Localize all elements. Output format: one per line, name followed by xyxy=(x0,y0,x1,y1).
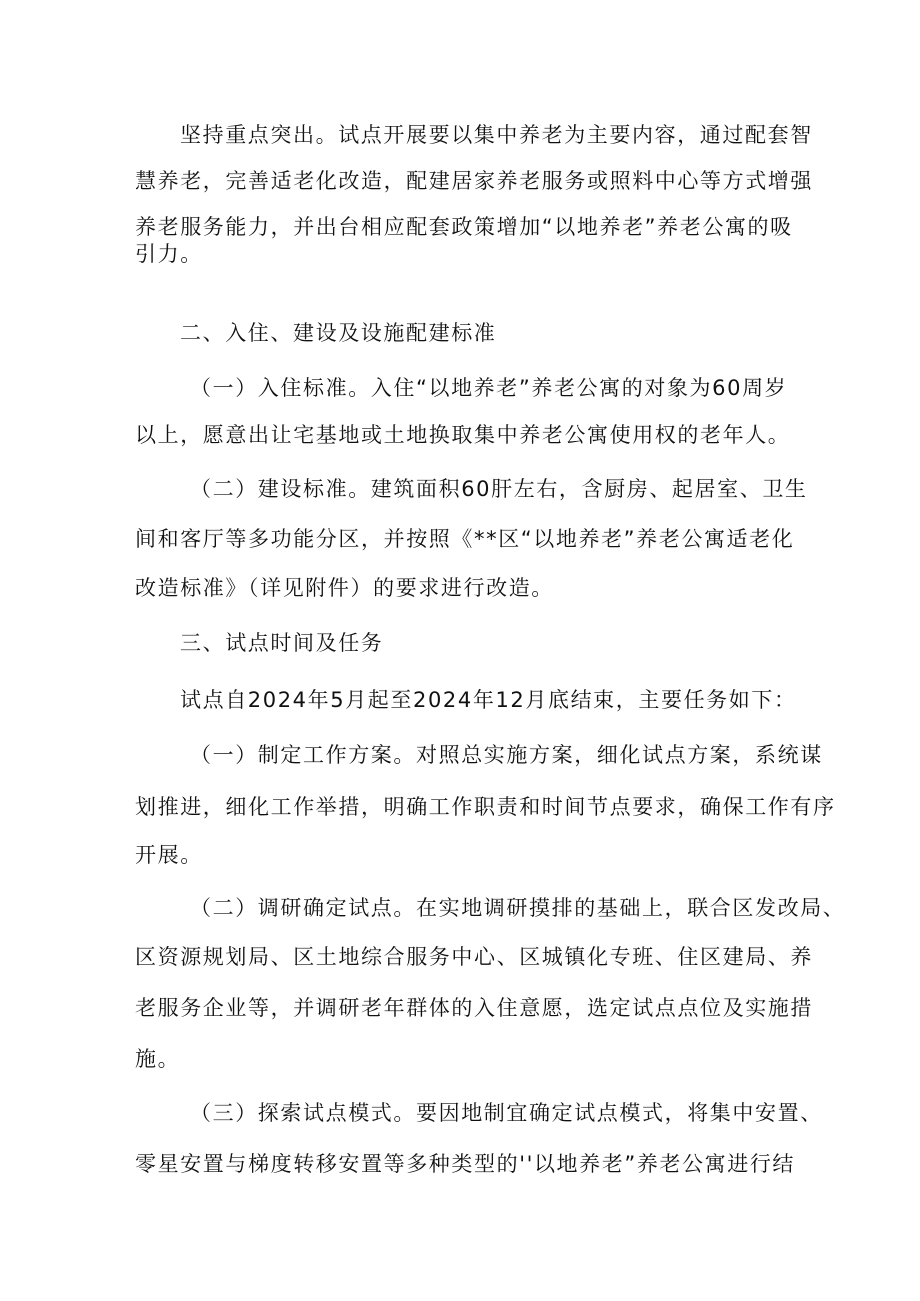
text-line: 老服务企业等，并调研老年群体的入住意愿，选定试点点位及实施措 xyxy=(135,996,813,1020)
text-line: 施。 xyxy=(135,1047,181,1071)
text-line: 开展。 xyxy=(135,843,203,867)
text-line: 坚持重点突出。试点开展要以集中养老为主要内容，通过配套智 xyxy=(180,123,813,147)
text-line: （一）入住标准。入住“以地养老”养老公寓的对象为60周岁 xyxy=(190,376,788,400)
text-line: 引力。 xyxy=(135,242,203,266)
text-line: （二）调研确定试点。在实地调研摸排的基础上，联合区发改局、 xyxy=(190,896,846,920)
text-line: 改造标准》（详见附件）的要求进行改造。 xyxy=(135,576,554,600)
text-line: （二）建设标准。建筑面积60肝左右，含厨房、起居室、卫生 xyxy=(190,477,808,501)
text-line: 零星安置与梯度转移安置等多种类型的''以地养老”养老公寓进行结 xyxy=(135,1152,796,1176)
text-line: 试点自2024年5月起至2024年12月底结束，主要任务如下： xyxy=(180,688,797,712)
text-line: 养老服务能力，并出台相应配套政策增加“以地养老”养老公寓的吸 xyxy=(135,215,793,239)
text-line: （三）探索试点模式。要因地制宜确定试点模式，将集中安置、 xyxy=(190,1101,823,1125)
text-line: 慧养老，完善适老化改造，配建居家养老服务或照料中心等方式增强 xyxy=(135,169,813,193)
text-line: 划推进，细化工作举措，明确工作职责和时间节点要求，确保工作有序 xyxy=(135,795,836,819)
heading-text: 二、入住、建设及设施配建标准 xyxy=(180,321,497,345)
text-line: （一）制定工作方案。对照总实施方案，细化试点方案，系统谋 xyxy=(190,743,823,767)
text-line: 以上，愿意出让宅基地或土地换取集中养老公寓使用权的老年人。 xyxy=(135,423,791,447)
heading-text: 三、试点时间及任务 xyxy=(180,631,384,655)
text-line: 区资源规划局、区土地综合服务中心、区城镇化专班、住区建局、养 xyxy=(135,945,813,969)
text-line: 间和客厅等多功能分区，并按照《**区“以地养老”养老公寓适老化 xyxy=(135,527,795,551)
